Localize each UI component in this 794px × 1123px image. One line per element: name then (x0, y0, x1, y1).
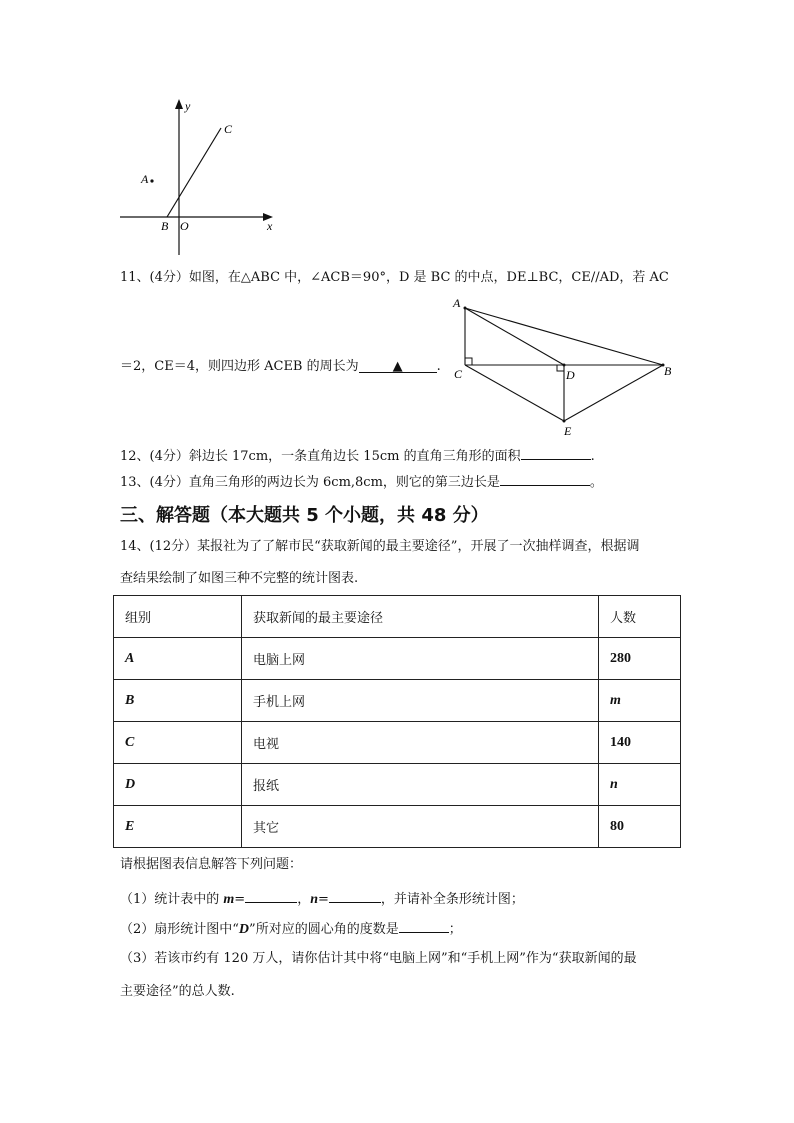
cell-count: 140 (599, 722, 681, 764)
table-row (114, 722, 681, 764)
table-header-row (114, 596, 681, 638)
table-row (114, 680, 681, 722)
p1-suffix: ，并请补全条形统计图； (380, 892, 524, 907)
point-fa (464, 307, 467, 310)
sub-question-3-line2: 主要途径”的总人数. (120, 984, 235, 999)
label-fd: D (566, 368, 575, 382)
segment-ad (465, 308, 564, 365)
p1-prefix: （1）统计表中的 (120, 892, 224, 907)
table-row (114, 806, 681, 848)
coordinate-figure (115, 95, 280, 260)
p1-m-var: m (223, 892, 235, 907)
q11-text: ＝2，CE＝4，则四边形 ACEB 的周长为 (120, 359, 359, 374)
p1-n-var: n (310, 892, 319, 907)
label-fe: E (564, 424, 572, 438)
cell-count: m (599, 680, 681, 722)
q14-line2: 查结果绘制了如图三种不完整的统计图表. (120, 571, 359, 586)
label-fb: B (664, 364, 672, 378)
label-a: A (141, 172, 149, 186)
quadrilateral-figure (448, 292, 680, 440)
p1-eq2: = (318, 892, 329, 907)
q11-answer-blank[interactable] (359, 358, 437, 373)
cell-group: C (114, 722, 242, 764)
p2-prefix: （2）扇形统计图中“ (120, 922, 239, 937)
header-way: 获取新闻的最主要途径 (242, 596, 599, 638)
cell-way: 手机上网 (242, 680, 599, 722)
y-axis-arrow (175, 99, 183, 109)
cell-count: n (599, 764, 681, 806)
statistics-table (113, 595, 681, 848)
segment-ab (465, 308, 663, 365)
cell-way: 电视 (242, 722, 599, 764)
p1-eq1: = (234, 892, 246, 907)
label-c: C (224, 122, 233, 136)
cell-way: 报纸 (242, 764, 599, 806)
q12-answer-blank[interactable] (521, 445, 591, 460)
questions-intro: 请根据图表信息解答下列问题： (120, 857, 303, 872)
q11-end: . (436, 359, 441, 374)
label-y: y (185, 99, 191, 113)
label-b: B (161, 219, 169, 233)
sub-question-1 (120, 888, 524, 909)
q11-line1: 11、(4分）如图，在△ABC 中，∠ACB＝90°，D 是 BC 的中点，DE⊥BC，CE//AD，若 AC (120, 270, 669, 285)
p1-sep: ， (297, 892, 311, 907)
q13-answer-blank[interactable] (500, 471, 590, 486)
label-o: O (180, 219, 189, 233)
sub-question-2 (120, 918, 462, 939)
m-answer-blank[interactable] (245, 888, 297, 903)
q13 (120, 471, 603, 492)
q14-line1: 14、(12分）某报社为了了解市民“获取新闻的最主要途径”，开展了一次抽样调查，根据调 (120, 539, 640, 554)
segment-eb (564, 365, 663, 421)
sub-question-3-line1: （3）若该市约有 120 万人，请你估计其中将“电脑上网”和“手机上网”作为“获取新闻的最 (120, 951, 637, 966)
angle-answer-blank[interactable] (399, 918, 449, 933)
label-fa: A (453, 296, 461, 310)
point-fd (563, 364, 566, 367)
triangle-mark: ▲ (392, 359, 403, 374)
q12 (120, 445, 595, 466)
section-title: 三、解答题（本大题共 5 个小题，共 48 分） (120, 505, 489, 526)
line-bc (167, 128, 221, 217)
cell-count: 280 (599, 638, 681, 680)
p2-end: ； (448, 922, 462, 937)
cell-count: 80 (599, 806, 681, 848)
table-row (114, 764, 681, 806)
table-row (114, 638, 681, 680)
cell-group: B (114, 680, 242, 722)
cell-way: 电脑上网 (242, 638, 599, 680)
p2-d-var: D (238, 922, 250, 937)
q11-line2 (120, 358, 441, 376)
q12-text: 12、(4分）斜边长 17cm，一条直角边长 15cm 的直角三角形的面积 (120, 449, 521, 464)
label-fc: C (454, 367, 463, 381)
header-count: 人数 (599, 596, 681, 638)
header-group: 组别 (114, 596, 242, 638)
cell-way: 其它 (242, 806, 599, 848)
p2-mid: ”所对应的圆心角的度数是 (249, 922, 399, 937)
cell-group: D (114, 764, 242, 806)
q13-text: 13、(4分）直角三角形的两边长为 6cm,8cm，则它的第三边长是 (120, 475, 500, 490)
n-answer-blank[interactable] (329, 888, 381, 903)
segment-ce (465, 365, 564, 421)
label-x: x (267, 219, 273, 233)
q12-end: . (590, 449, 595, 464)
cell-group: A (114, 638, 242, 680)
point-a (150, 179, 153, 182)
q13-end: 。 (589, 475, 603, 490)
point-fe (563, 420, 566, 423)
cell-group: E (114, 806, 242, 848)
right-angle-c (465, 358, 472, 365)
